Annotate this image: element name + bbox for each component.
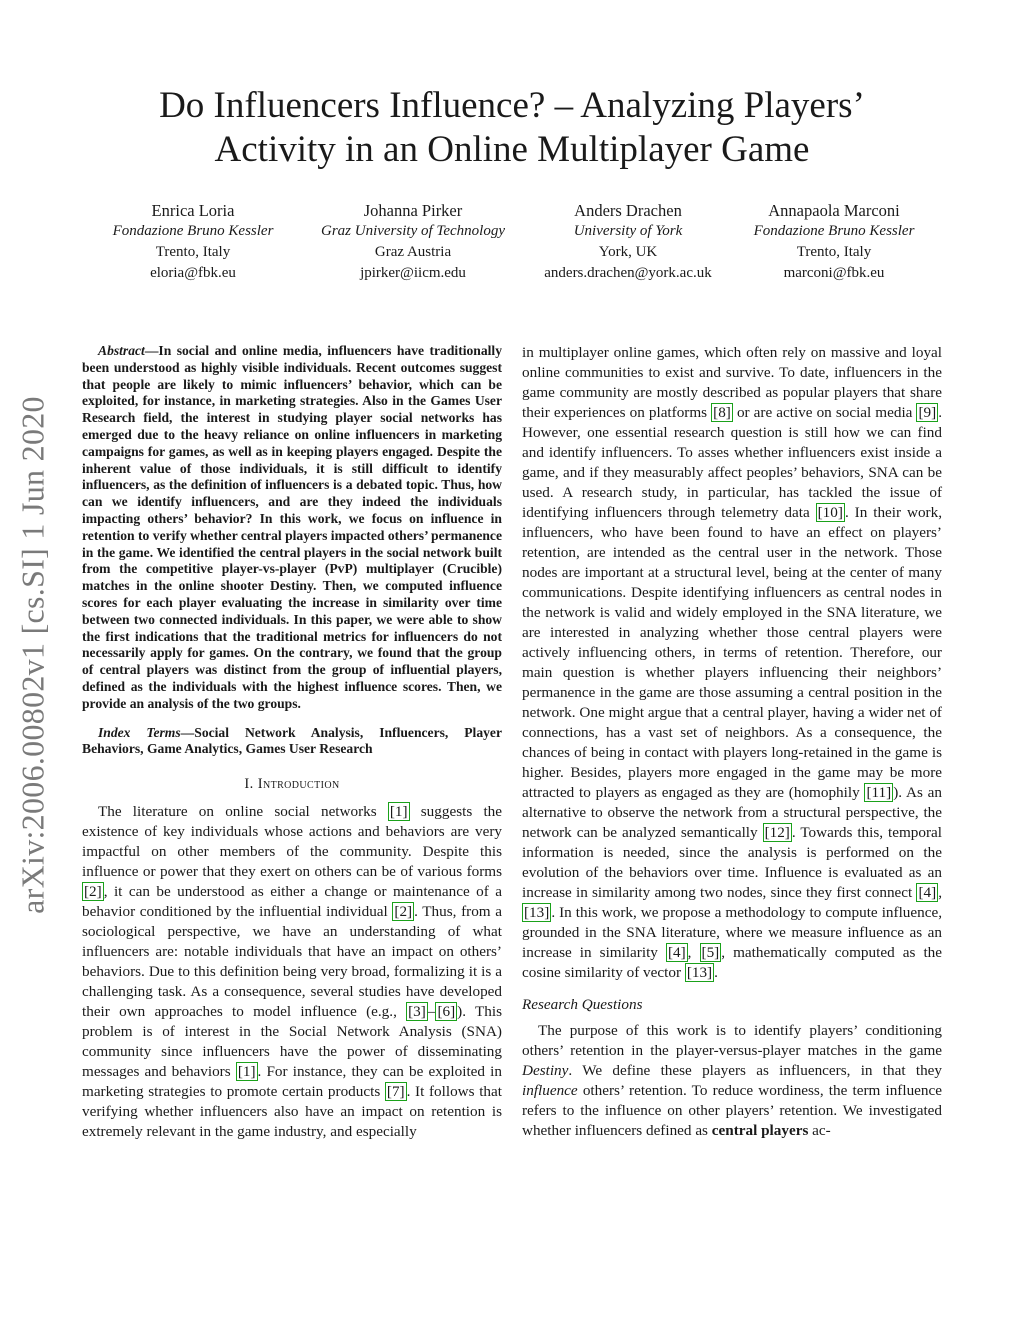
right-column [522,343,942,1141]
text-run: The literature on online social networks [98,803,388,821]
index-terms-label: Index Terms [98,724,181,740]
emphasis-central-players: central players [711,1122,809,1139]
paper-title [0,84,1024,172]
intro-paragraph-2 [522,343,942,983]
citation-link[interactable]: [12] [764,824,790,841]
author-affiliation: Graz University of Technology [320,223,505,239]
abstract-label: Abstract [98,343,145,358]
author-affiliation: Fondazione Bruno Kessler [112,223,274,239]
text-run: , mathematically computed as the cosine similarity of vector [522,944,942,981]
author-location: Trento, Italy [155,244,231,260]
index-terms [82,725,502,759]
citation-link[interactable]: [3] [408,1003,426,1021]
author-affiliation: Fondazione Bruno Kessler [753,223,915,239]
author-email: jpirker@iicm.edu [360,265,466,281]
citation-link[interactable]: [2] [84,883,102,901]
text-run: – [427,1003,436,1021]
citation-link[interactable]: [13] [524,904,550,921]
section-title: Introduction [257,776,340,793]
author-name: Anders Drachen [574,201,682,220]
text-run: ). As an alternative to observe the network from a structural perspective, the network can be analyzed semantically [522,784,942,841]
citation-link[interactable]: [4] [667,944,686,961]
text-run: The purpose of this work is to identify players’ conditioning others’ retention in the player-versus-player matches in the game [522,1022,942,1059]
text-run: . We define these players as influencers, in that they [568,1062,942,1079]
text-run: . It follows that verifying whether influencers also have an impact on retention is extremely relevant in the game industry, and especially [82,1083,502,1141]
author-2 [303,200,523,284]
left-column [82,343,502,1142]
citation-link[interactable]: [6] [437,1003,456,1021]
citation-link[interactable]: [2] [394,903,413,921]
emphasis-influence: influence [522,1082,578,1099]
citation-link[interactable]: [7] [386,1083,405,1101]
author-4 [734,200,934,284]
text-run: . Towards this, temporal information is needed, since the analysis is performed on the evolution of the behaviors over time. Influence is evaluated as an increase in similarity among two nodes, since they first connect [522,824,942,901]
text-run: . Thus, from a sociological perspective, we have an understanding of what influencers are: notable individuals that have an impact on others’ behaviors. Due to this definition being very broad, formalizing it is a challenging task. As a consequence, several studies have developed their own approaches to model influence (e.g., [82,903,502,1021]
citation-link[interactable]: [11] [866,784,892,801]
abstract-text: —In social and online media, influencers have traditionally been understood as highly visible individuals. Recent outcomes suggest that people are likely to mimic influencers’ behavior, which can be exploited, for instance, in marketing strategies. Also in the Games User Research field, the interest in studying player social networks has emerged due to the heavy reliance on online influencers in marketing campaigns for games, as well as in keeping players engaged. Despite the inherent value of those individuals, it is still difficult to identify influencers, as the definition of influencers is a debated topic. Thus, how can we identify influencers, and are they indeed the individuals impacting others’ behavior? In this work, we focus on influence in retention to verify whether central players impacted others’ permanence in the game. We identified the central players in the social network built from the competitive player-vs-player (PvP) multiplayer (Crucible) matches in the online shooter Destiny. Then, we computed influence scores for each player evaluating the increase in similarity over time between two connected individuals. In this paper, we were able to show the first indications that the traditional metrics for influencers do not necessarily apply for games. On the contrary, we found that the group of central players was distinct from the group of influential players, defined as the individuals with the highest influence scores. Then, we provide an analysis of the two groups. [82,343,502,711]
arxiv-sidebar [8,380,58,930]
text-run: . However, one essential research question is still how we can find and identify influencers. To asses whether influencers exist inside a game, and if they measurably affect peoples’ behaviors, SNA can be used. A research study, in particular, has tackled the issue of identifying influencers through telemetry data [522,404,942,521]
subsection-heading-research-questions: Research Questions [522,996,643,1013]
section-number: I. [244,776,254,793]
author-email: marconi@fbk.eu [783,265,885,281]
text-run: . In this work, we propose a methodology to compute influence, grounded in the SNA literature, where we measure influence as an increase in similarity [522,904,942,961]
section-heading-introduction [82,774,502,794]
text-run: or are active on social media [732,404,917,421]
author-email: anders.drachen@york.ac.uk [544,265,712,281]
text-run: others’ retention. To reduce wordiness, the term influence refers to the influence on other players’ retention. We investigated whether influencers defined as [522,1082,942,1139]
citation-link[interactable]: [4] [918,884,937,901]
text-run: . For instance, they can be exploited in marketing strategies to promote certain products [82,1063,502,1101]
author-email: eloria@fbk.eu [150,265,236,281]
intro-paragraph-1 [82,802,502,1142]
author-location: Trento, Italy [796,244,872,260]
text-run: , [938,884,942,901]
text-run: in multiplayer online games, which often rely on massive and loyal online communities to exist and survive. To date, influencers in the game community are mostly described as popular players that share their experiences on platforms [522,344,942,421]
author-3 [528,200,728,284]
citation-link[interactable]: [5] [701,944,720,961]
text-run: , [687,944,700,961]
citation-link[interactable]: [13] [686,964,713,981]
author-location: York, UK [598,244,658,260]
author-name: Enrica Loria [151,201,235,220]
emphasis-destiny: Destiny [522,1062,569,1079]
index-terms-text: —Social Network Analysis, Influencers, Player Behaviors, Game Analytics, Games User Research [82,724,502,757]
author-location: Graz Austria [374,244,452,260]
text-run: , it can be understood as either a change or maintenance of a behavior conditioned by the influential individual [82,883,502,921]
citation-link[interactable]: [9] [918,404,937,421]
citation-link[interactable]: [10] [817,504,843,521]
title-line-1: Do Influencers Influence? – Analyzing Players’ [159,85,865,126]
text-run: ac- [808,1122,831,1139]
author-name: Annapaola Marconi [768,201,900,220]
author-1 [93,200,293,284]
arxiv-identifier: arXiv:2006.00802v1 [cs.SI] 1 Jun 2020 [14,396,51,914]
text-run: suggests the existence of key individuals whose actions and behaviors are very impactful on other members of the community. Despite this influence or power that they exert on others can be of various forms [82,803,502,881]
abstract [82,343,502,713]
research-questions-paragraph [522,1021,942,1141]
citation-link[interactable]: [8] [713,404,731,421]
author-name: Johanna Pirker [363,201,463,220]
title-line-2: Activity in an Online Multiplayer Game [214,129,810,170]
author-affiliation: University of York [573,223,683,239]
text-run: ). This problem is of interest in the Social Network Analysis (SNA) community since influencers have the power of disseminating messages and behaviors [82,1003,502,1081]
text-run: . [714,964,718,981]
citation-link[interactable]: [1] [389,803,408,821]
citation-link[interactable]: [1] [237,1063,256,1081]
text-run: . In their work, influencers, who have been found to have an effect on players’ retention, are intended as the central user in the network. Those nodes are important at a structural level, being at the center of many communications. Despite identifying influencers as central nodes in the network is valid and widely employed in the SNA literature, we are interested in analyzing whether those central players were actively influencing others, in terms of retention. Therefore, our main question is whether players influencing their neighbors’ permanence in the game are those assuming a central position in the network. One might argue that a central player, having a wider net of connections, has a vast set of neighbors. As a consequence, the chances of being in contact with players long-retained in the game is higher. Besides, players more engaged in the game may be more attracted to players as engaged as they are (homophily [522,504,942,801]
